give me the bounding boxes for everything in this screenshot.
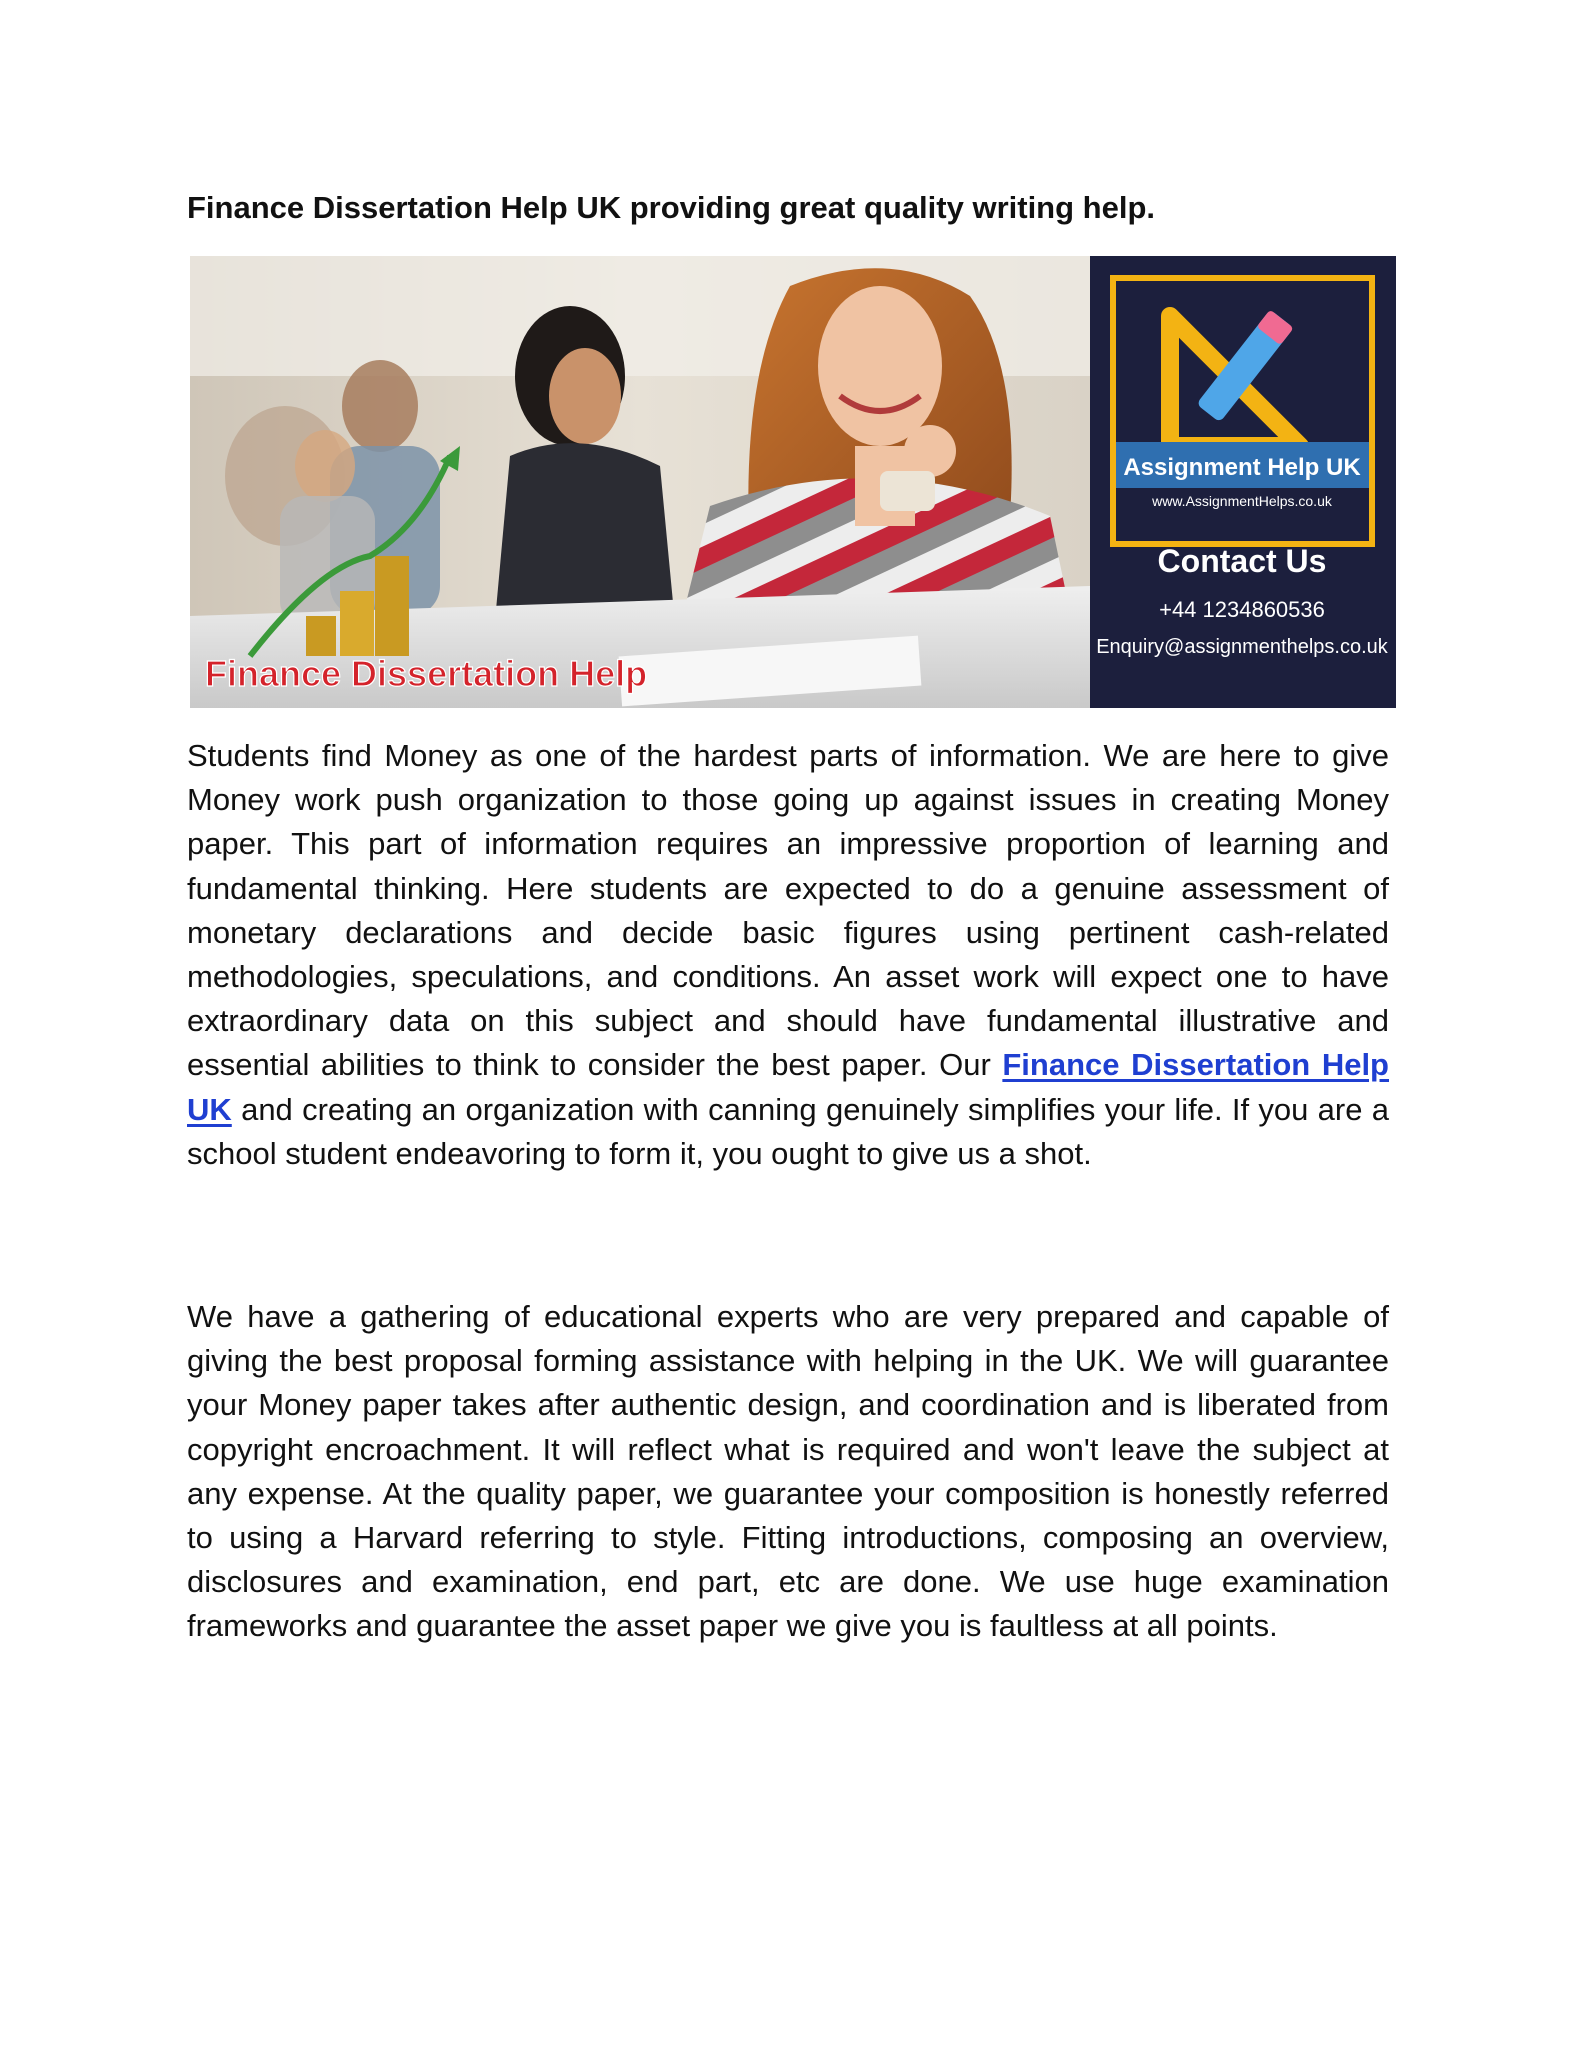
paragraph-intro-text-before: Students find Money as one of the hardest parts of information. We are here to give Money work push organization to those going up against issues in creating Money paper. This part of information requires an impressive proportion of learning and fundamental thinking. Here students are expected to do a genuine assessment of monetary declarations and decide basic figures using pertinent cash-related methodologies, speculations, and conditions. An asset work will expect one to have extraordinary data on this subject and should have fundamental illustrative and essential abilities to think to consider the best paper. Our [187, 738, 1389, 1083]
paragraph-intro [187, 734, 1389, 1176]
brand-url: www.AssignmentHelps.co.uk [1152, 493, 1332, 509]
paragraph-intro-text-after: and creating an organization with canning genuinely simplifies your life. If you are a school student endeavoring to form it, you ought to give us a shot. [187, 1091, 1389, 1171]
paragraph-experts: We have a gathering of educational experts who are very prepared and capable of giving the best proposal forming assistance with helping in the UK. We will guarantee your Money paper takes after authentic design, and coordination and is liberated from copyright encroachment. It will reflect what is required and won't leave the subject at any expense. At the quality paper, we guarantee your composition is honestly referred to using a Harvard referring to style. Fitting introductions, composing an overview, disclosures and examination, end part, etc are done. We use huge examination frameworks and guarantee the asset paper we give you is faultless at all points. [187, 1299, 1389, 1644]
contact-phone: +44 1234860536 [1159, 597, 1325, 622]
contact-heading: Contact Us [1157, 543, 1327, 579]
promo-banner [190, 256, 1396, 708]
finance-dissertation-help-link[interactable]: Finance Dissertation Help UK [187, 1047, 1389, 1127]
brand-name: Assignment Help UK [1123, 454, 1361, 481]
page-title: Finance Dissertation Help UK providing great quality writing help. [187, 190, 1156, 225]
banner-caption: Finance Dissertation Help [205, 653, 648, 694]
students-photo [190, 256, 1090, 708]
contact-email: Enquiry@assignmenthelps.co.uk [1096, 636, 1388, 658]
contact-panel [1090, 256, 1396, 708]
